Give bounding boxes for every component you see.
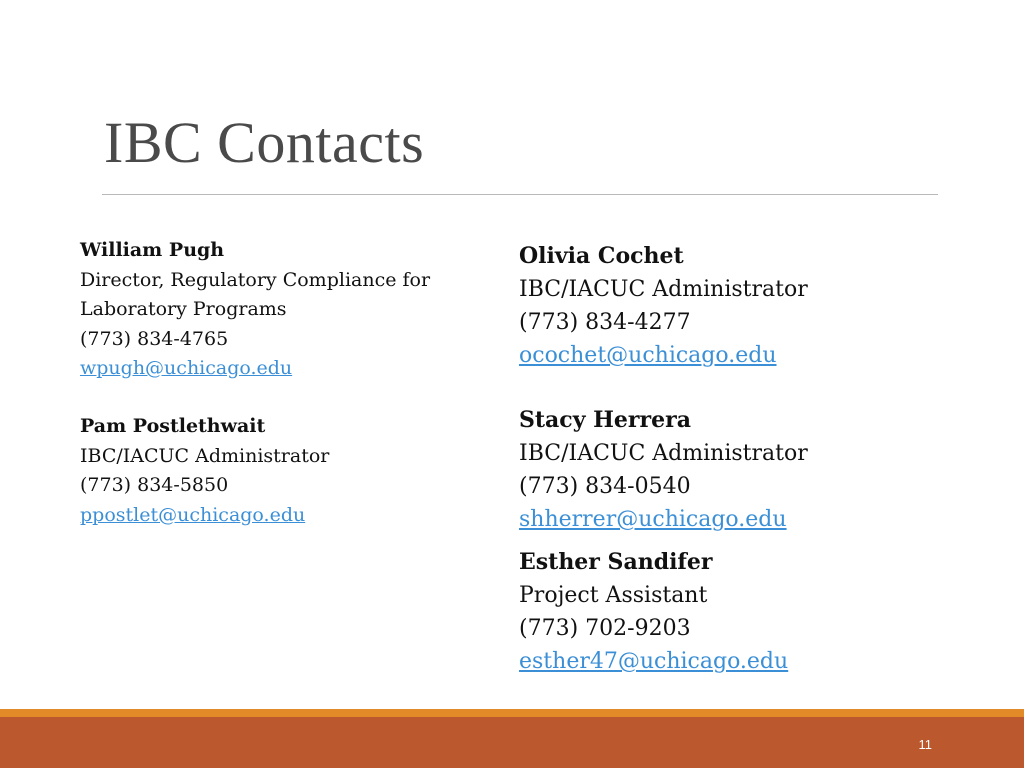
footer-accent-stripe [0,709,1024,717]
contact-card-pam-postlethwait [80,412,329,530]
contact-title: IBC/IACUC Administrator [519,441,808,466]
contact-name: Olivia Cochet [519,243,684,269]
contact-title-line-2: Laboratory Programs [80,298,287,320]
title-divider [102,194,938,195]
contact-title: Project Assistant [519,583,708,608]
contact-name: Pam Postlethwait [80,415,266,437]
slide-title: IBC Contacts [104,110,425,175]
contact-card-olivia-cochet [519,240,808,372]
contact-name: William Pugh [80,239,225,261]
page-number: 11 [918,737,932,752]
contact-email-link[interactable]: shherrer@uchicago.edu [519,507,787,532]
contact-phone: (773) 834-0540 [519,474,691,499]
contact-title-line-1: Director, Regulatory Compliance for [80,268,431,291]
contact-phone: (773) 834-4765 [80,327,229,350]
contact-title: IBC/IACUC Administrator [519,277,808,302]
contact-card-esther-sandifer [519,546,788,678]
contact-phone: (773) 834-4277 [519,310,691,335]
contact-title: IBC/IACUC Administrator [80,444,330,467]
contact-email-link[interactable]: esther47@uchicago.edu [519,649,789,674]
footer-bar [0,717,1024,768]
contact-email-link[interactable]: wpugh@uchicago.edu [80,357,293,379]
contact-phone: (773) 834-5850 [80,474,229,496]
contact-email-link[interactable]: ocochet@uchicago.edu [519,343,777,368]
contact-phone: (773) 702-9203 [519,616,691,641]
contact-card-william-pugh [80,236,430,384]
contact-email-link[interactable]: ppostlet@uchicago.edu [80,503,306,526]
contact-card-stacy-herrera [519,404,808,536]
contact-name: Esther Sandifer [519,549,713,575]
contact-name: Stacy Herrera [519,407,691,433]
